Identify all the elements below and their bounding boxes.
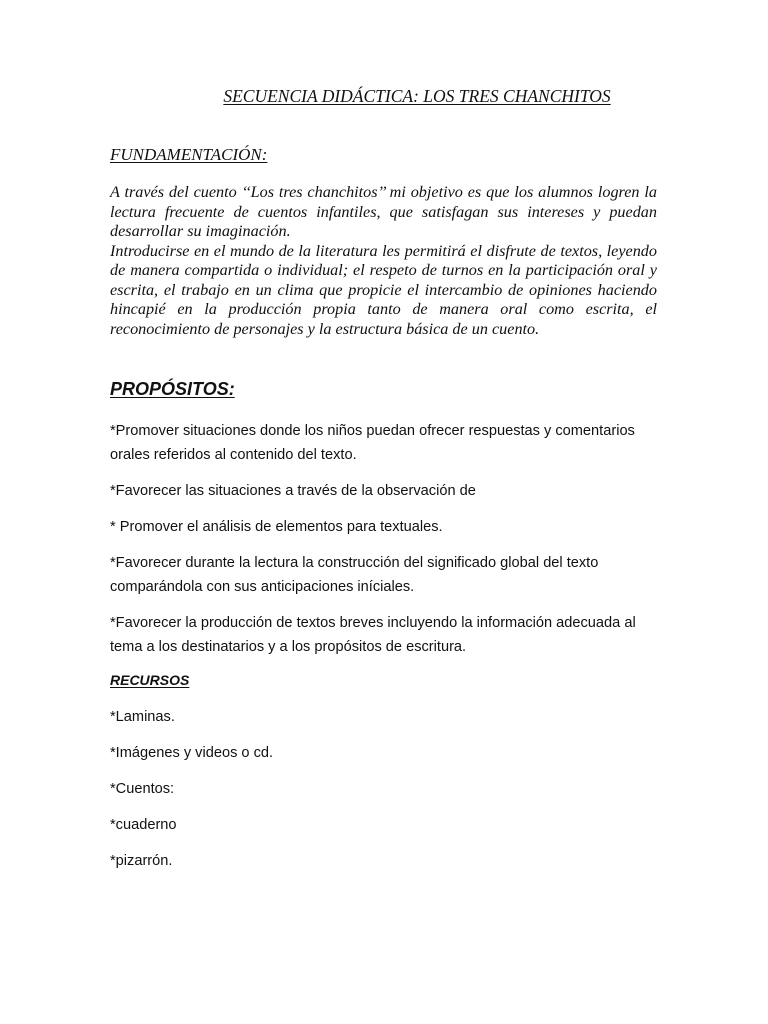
fundamentacion-body [110,183,657,339]
propositos-heading: PROPÓSITOS: [110,379,235,399]
fundamentacion-paragraph: Introducirse en el mundo de la literatura les permitirá el disfrute de textos, leyendo de manera compartida o individual; el respeto de turnos en la participación oral y escrita, el trabajo en un clima que propicie el intercambio de opiniones haciendo hincapié en la producción propia tanto de manera oral como escrita, el reconocimiento de personajes y la estructura básica de un cuento. [110,241,657,338]
proposito-item: * Promover el análisis de elementos para textuales. [110,519,443,535]
fundamentacion-heading: FUNDAMENTACIÓN: [110,145,268,164]
proposito-item: *Favorecer la producción de textos breves incluyendo la información adecuada al tema a los destinatarios y a los propósitos de escritura. [110,615,636,655]
document-title: SECUENCIA DIDÁCTICA: LOS TRES CHANCHITOS [223,86,611,106]
recurso-item: *Laminas. [110,709,175,725]
recurso-item: *Imágenes y videos o cd. [110,745,274,761]
recurso-item: *pizarrón. [110,853,173,869]
recursos-heading: RECURSOS [110,672,190,688]
recurso-item: *Cuentos: [110,781,175,797]
proposito-item: *Promover situaciones donde los niños puedan ofrecer respuestas y comentarios orales referidos al contenido del texto. [110,423,635,463]
proposito-item: *Favorecer las situaciones a través de la observación de [110,483,476,499]
propositos-list [110,419,650,671]
fundamentacion-paragraph: A través del cuento ‘‘Los tres chanchitos’’ mi objetivo es que los alumnos logren la lectura frecuente de cuentos infantiles, que satisfagan sus intereses y puedan desarrollar su imaginación. [110,183,657,240]
proposito-item: *Favorecer durante la lectura la construcción del significado global del texto comparándola con sus anticipaciones iníciales. [110,555,599,595]
recurso-item: *cuaderno [110,817,177,833]
recursos-list [110,705,273,885]
